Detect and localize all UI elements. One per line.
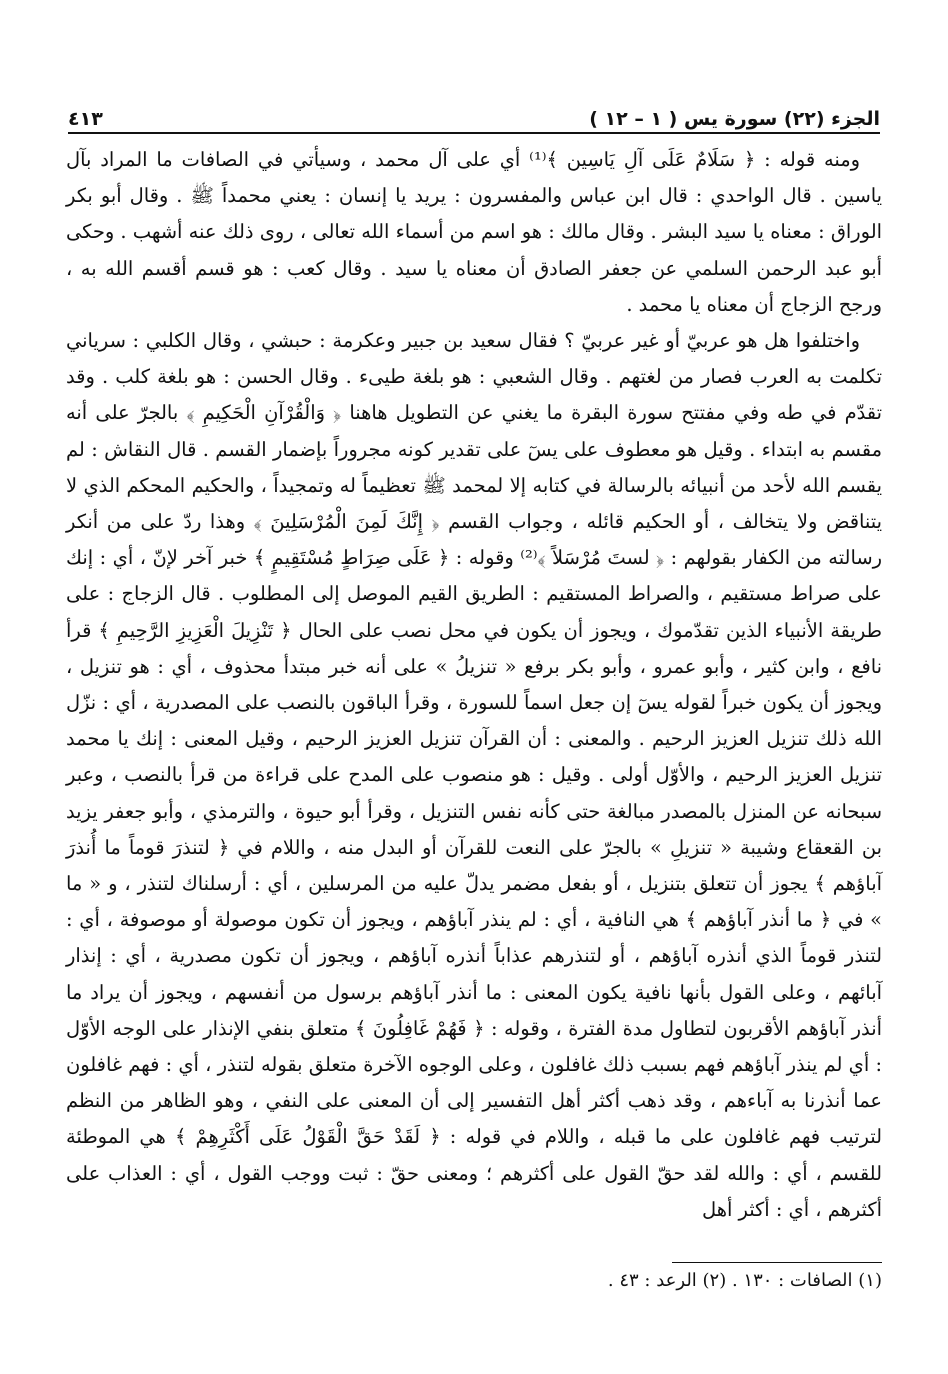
page-header [68, 96, 880, 130]
footnotes: (١) الصافات : ١٣٠ . (٢) الرعد : ٤٣ . [607, 1270, 882, 1291]
main-text [66, 142, 882, 1228]
footnote-divider [672, 1262, 882, 1263]
paragraph-2: واختلفوا هل هو عربيّ أو غير عربيّ ؟ فقال سعيد بن جبير وعكرمة : حبشي ، وقال الكلبي : سرياني تكلمت به العرب فصار من لغتهم . وقال الشعبي : هو بلغة طيىء . وقال الحسن : هو بلغة كلب . وقد تقدّم في طه وفي مفتتح سورة البقرة ما يغني عن التطويل هاهنا ﴿ وَالْقُرْآنِ الْحَكِيمِ ﴾ بالجرّ على أنه مقسم به ابتداء . وقيل هو معطوف على يسٓ على تقدير كونه مجروراً بإضمار القسم . قال النقاش : لم يقسم الله لأحد من أنبيائه بالرسالة في كتابه إلا لمحمد ﷺ تعظيماً له وتمجيداً ، والحكيم المحكم الذي لا يتناقض ولا يتخالف ، أو الحكيم قائله ، وجواب القسم ﴿ إِنَّكَ لَمِنَ الْمُرْسَلِينَ ﴾ وهذا ردّ على من أنكر رسالته من الكفار بقولهم : ﴿ لستَ مُرْسَلاً ﴾⁽²⁾ وقوله : ﴿ عَلَى صِرَاطٍ مُسْتَقِيمٍ ﴾ خبر آخر لإنّ ، أي : إنك على صراط مستقيم ، والصراط المستقيم : الطريق القيم الموصل إلى المطلوب . قال الزجاج : على طريقة الأنبياء الذين تقدّموك ، ويجوز أن يكون في محل نصب على الحال ﴿ تَنْزِيلَ الْعَزِيزِ الرَّحِيمِ ﴾ قرأ نافع ، وابن كثير ، وأبو عمرو ، وأبو بكر برفع « تنزيلُ » على أنه خبر مبتدأ محذوف ، أي : هو تنزيل ، ويجوز أن يكون خبراً لقوله يسٓ إن جعل اسماً للسورة ، وقرأ الباقون بالنصب على المصدرية ، أي : نزّل الله ذلك تنزيل العزيز الرحيم . والمعنى : أن القرآن تنزيل العزيز الرحيم ، وقيل المعنى : إنك يا محمد تنزيل العزيز الرحيم ، والأوّل أولى . وقيل : هو منصوب على المدح على قراءة من قرأ بالنصب ، وعبر سبحانه عن المنزل بالمصدر مبالغة حتى كأنه نفس التنزيل ، وقرأ أبو حيوة ، والترمذي ، وأبو جعفر يزيد بن القعقاع وشيبة « تنزيلِ » بالجرّ على النعت للقرآن أو البدل منه ، واللام في ﴿ لتنذرَ قوماً ما أُنذرَ آباؤهم ﴾ يجوز أن تتعلق بتنزيل ، أو بفعل مضمر يدلّ عليه من المرسلين ، أي : أرسلناك لتنذر ، و « ما » في ﴿ ما أنذر آباؤهم ﴾ هي النافية ، أي : لم ينذر آباؤهم ، ويجوز أن تكون موصولة أو موصوفة ، أي : لتنذر قوماً الذي أنذره آباؤهم ، أو لتنذرهم عذاباً أنذره آباؤهم ، ويجوز أن تكون مصدرية ، أي : إنذار آبائهم ، وعلى القول بأنها نافية يكون المعنى : ما أنذر آباؤهم برسول من أنفسهم ، ويجوز أن يراد ما أنذر آباؤهم الأقربون لتطاول مدة الفترة ، وقوله : ﴿ فَهُمْ غَافِلُونَ ﴾ متعلق بنفي الإنذار على الوجه الأوّل : أي لم ينذر آباؤهم فهم بسبب ذلك غافلون ، وعلى الوجوه الآخرة متعلق بقوله لتنذر ، أي : فهم غافلون عما أنذرنا به آباءهم ، وقد ذهب أكثر أهل التفسير إلى أن المعنى على النفي ، وهو الظاهر من النظم لترتيب فهم غافلون على ما قبله ، واللام في قوله : ﴿ لَقَدْ حَقَّ الْقَوْلُ عَلَى أَكْثَرِهِمْ ﴾ هي الموطئة للقسم ، أي : والله لقد حقّ القول على أكثرهم ؛ ومعنى حقّ : ثبت ووجب القول ، أي : العذاب على أكثرهم ، أي : أكثر أهل [66, 329, 882, 1221]
paragraph-1: ومنه قوله : ﴿ سَلَامٌ عَلَى آلِ يَاسِين ﴾⁽¹⁾ أي على آل محمد ، وسيأتي في الصافات ما المراد بآل ياسين . قال الواحدي : قال ابن عباس والمفسرون : يريد يا إنسان : يعني محمداً ﷺ . وقال أبو بكر الوراق : معناه يا سيد البشر . وقال مالك : هو اسم من أسماء الله تعالى ، روى ذلك عنه أشهب . وحكى أبو عبد الرحمن السلمي عن جعفر الصادق أن معناه يا سيد . وقال كعب : هو قسم أقسم الله به ، ورجح الزجاج أن معناه يا محمد . [66, 148, 882, 316]
header-divider [68, 132, 880, 134]
page-number: ٤١٣ [68, 108, 103, 130]
running-title: الجزء (٢٢) سورة يس ( ١ – ١٢ ) [589, 108, 880, 130]
